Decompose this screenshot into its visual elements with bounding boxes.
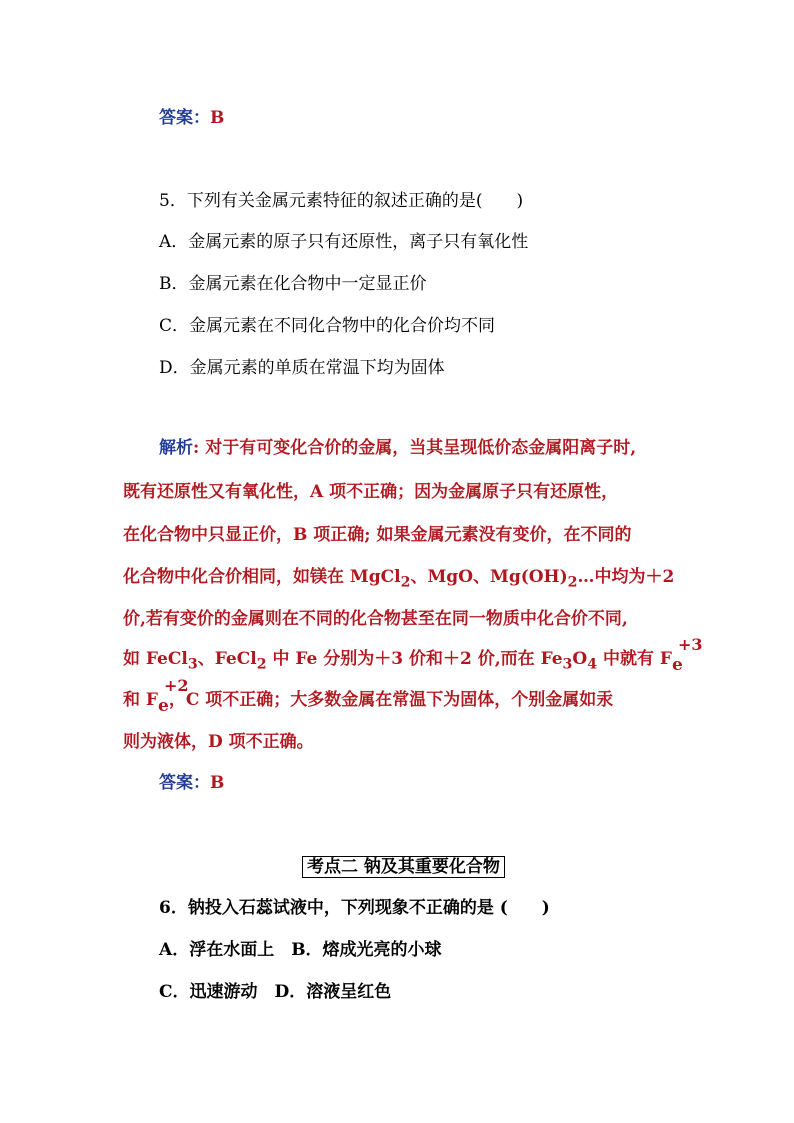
explanation-line-1: 解析: 对于有可变化合价的金属，当其呈现低价态金属阳离子时, [159, 438, 637, 458]
explanation-line-8: 则为液体，D 项不正确。 [123, 732, 314, 752]
answer-value: B [210, 108, 225, 128]
explanation-line-3: 在化合物中只显正价，B 项正确; 如果金属元素没有变价，在不同的 [123, 525, 632, 545]
answer-label: 答案： [159, 108, 210, 128]
question-6-stem: 6．钠投入石蕊试液中，下列现象不正确的是 ( ) [159, 898, 550, 918]
answer-label: 答案： [159, 773, 210, 793]
explanation-line-5: 价,若有变价的金属则在不同的化合物甚至在同一物质中化合价不同, [123, 609, 628, 629]
oxidation-state-fe2: +2 e [158, 676, 189, 716]
section-heading: 考点二 钠及其重要化合物 [302, 856, 505, 878]
explanation-label: 解析 [159, 438, 193, 458]
question-6-options-1: A．浮在水面上 B．熔成光亮的小球 [159, 940, 442, 960]
question-5-option-b: B．金属元素在化合物中一定显正价 [159, 274, 427, 294]
question-5-stem: 5．下列有关金属元素特征的叙述正确的是( ) [159, 191, 524, 211]
question-6-options-2: C．迅速游动 D．溶液呈红色 [159, 982, 392, 1002]
answer-value: B [210, 773, 225, 793]
question-5-option-a: A．金属元素的原子只有还原性，离子只有氧化性 [159, 232, 529, 252]
answer-2 [159, 772, 224, 794]
oxidation-state-fe3: +3 e [671, 635, 703, 675]
answer-1 [159, 107, 224, 129]
explanation-line-4: 化合物中化合价相同，如镁在 MgCl$_2$、MgO、$Mg(OH)_2\dots$中均为＋2 [123, 567, 675, 591]
question-5-option-d: D．金属元素的单质在常温下均为固体 [159, 358, 445, 378]
explanation-line-2: 既有还原性又有氧化性，A 项不正确；因为金属原子只有还原性， [123, 482, 619, 502]
explanation-line-7: 和 F +2 e，C 项不正确；大多数金属在常温下为固体，个别金属如汞 [123, 676, 614, 716]
question-5-option-c: C．金属元素在不同化合物中的化合价均不同 [159, 316, 496, 336]
explanation-line-6: 如 FeCl$_3$、FeCl$_2$ 中 Fe 分别为＋3 价和＋2 价,而在 $Fe_3O_4$ 中就有 F +3 e [123, 635, 703, 675]
